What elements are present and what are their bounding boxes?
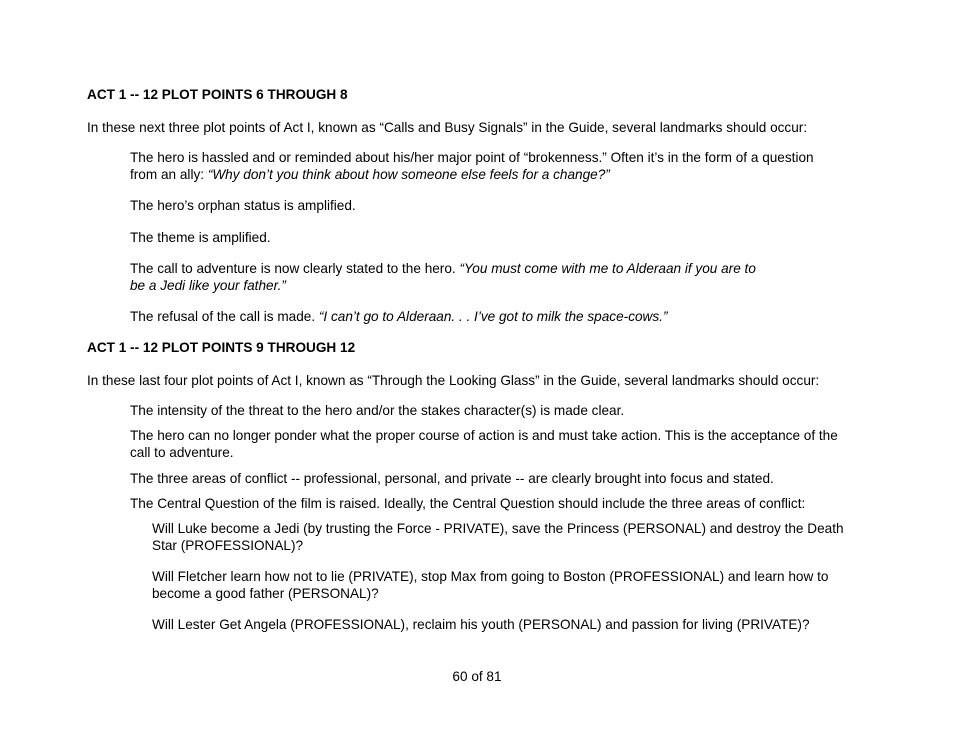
list-item-orphan-status: The hero’s orphan status is amplified.	[130, 198, 356, 213]
list-item-text: The refusal of the call is made.	[130, 309, 319, 324]
list-item-must-take-action	[130, 427, 838, 461]
list-item-refusal	[130, 308, 667, 325]
list-item-line	[130, 166, 814, 183]
list-item-line: The hero is hassled and or reminded about his/her major point of “brokenness.” Often it’s in the form of a question	[130, 150, 814, 165]
example-fletcher	[152, 568, 828, 602]
example-line: Star (PROFESSIONAL)?	[152, 538, 304, 553]
quote-text: “I can’t go to Alderaan. . . I’ve got to milk the space-cows.”	[318, 309, 668, 324]
quote-text: be a Jedi like your father.”	[130, 278, 286, 293]
list-item-text: The call to adventure is now clearly stated to the hero.	[130, 261, 460, 276]
example-line: Will Fletcher learn how not to lie (PRIVATE), stop Max from going to Boston (PROFESSIONAL) and learn how to	[152, 569, 829, 584]
section-intro-looking-glass: In these last four plot points of Act I, known as “Through the Looking Glass” in the Guide, several landmarks should occur:	[87, 373, 820, 388]
section-heading-plot-points-6-8: ACT 1 -- 12 PLOT POINTS 6 THROUGH 8	[87, 87, 348, 102]
page-number: 60 of 81	[452, 669, 502, 684]
list-item-line: call to adventure.	[130, 445, 234, 460]
list-item-theme: The theme is amplified.	[130, 230, 271, 245]
list-item-central-question: The Central Question of the film is raised. Ideally, the Central Question should include the three areas of conflict:	[130, 496, 806, 511]
example-lester: Will Lester Get Angela (PROFESSIONAL), reclaim his youth (PERSONAL) and passion for living (PRIVATE)?	[152, 617, 810, 632]
list-item-text: from an ally:	[130, 167, 208, 182]
quote-text: “Why don’t you think about how someone else feels for a change?”	[207, 167, 610, 182]
list-item-areas-of-conflict: The three areas of conflict -- professional, personal, and private -- are clearly brought into focus and stated.	[130, 471, 774, 486]
list-item-threat-intensity: The intensity of the threat to the hero and/or the stakes character(s) is made clear.	[130, 403, 625, 418]
quote-text: “You must come with me to Alderaan if you are to	[459, 261, 756, 276]
example-luke	[152, 520, 844, 554]
list-item-brokenness	[130, 149, 814, 183]
section-heading-plot-points-9-12: ACT 1 -- 12 PLOT POINTS 9 THROUGH 12	[87, 340, 356, 355]
example-line: become a good father (PERSONAL)?	[152, 586, 379, 601]
section-intro-calls-busy-signals: In these next three plot points of Act I, known as “Calls and Busy Signals” in the Guide, several landmarks should occur:	[87, 120, 808, 135]
list-item-line: The hero can no longer ponder what the proper course of action is and must take action. This is the acceptance of the	[130, 428, 838, 443]
example-line: Will Luke become a Jedi (by trusting the Force - PRIVATE), save the Princess (PERSONAL) and destroy the Death	[152, 521, 844, 536]
list-item-call-to-adventure	[130, 260, 756, 294]
list-item-line	[130, 260, 756, 277]
